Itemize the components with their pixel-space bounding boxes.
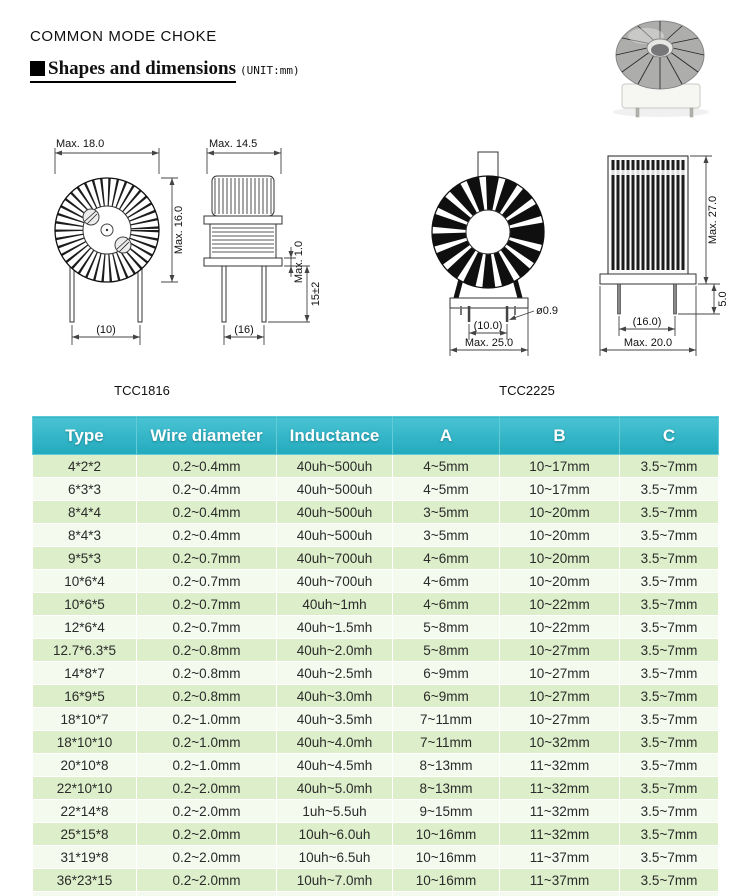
table-cell: 0.2~1.0mm	[137, 754, 277, 777]
table-cell: 0.2~0.8mm	[137, 639, 277, 662]
table-cell: 10*6*5	[33, 593, 137, 616]
dimension-label: (10.0)	[473, 320, 503, 332]
table-row	[33, 616, 719, 639]
table-row	[33, 662, 719, 685]
table-cell: 8~13mm	[393, 754, 500, 777]
table-cell: 25*15*8	[33, 823, 137, 846]
dimension-label: Max. 18.0	[56, 138, 105, 150]
table-cell: 10~27mm	[500, 639, 620, 662]
table-cell: 11~32mm	[500, 800, 620, 823]
dimension-label: Max. 25.0	[464, 337, 514, 349]
table-cell	[393, 892, 500, 896]
table-cell: 0.2~0.8mm	[137, 685, 277, 708]
table-cell: 3.5~7mm	[620, 800, 719, 823]
table-cell: 0.2~2.0mm	[137, 777, 277, 800]
table-cell: 40uh~1mh	[277, 593, 393, 616]
table-row	[33, 547, 719, 570]
table-cell: 40uh~700uh	[277, 570, 393, 593]
col-header-inductance: Inductance	[277, 417, 393, 455]
table-row	[33, 846, 719, 869]
table-cell: 40uh~4.5mh	[277, 754, 393, 777]
table-cell: 8*4*4	[33, 501, 137, 524]
table-cell: 0.2~0.7mm	[137, 547, 277, 570]
table-cell: 12*6*4	[33, 616, 137, 639]
table-cell: 3.5~7mm	[620, 685, 719, 708]
spec-table	[32, 416, 719, 896]
table-cell: 40uh~3.0mh	[277, 685, 393, 708]
table-cell: 10~22mm	[500, 616, 620, 639]
table-cell: 11~32mm	[500, 754, 620, 777]
dimension-label: Max. 14.5	[209, 138, 258, 150]
table-cell: 10uh~7.0mh	[277, 869, 393, 892]
dimension-label: ø0.9	[536, 305, 559, 317]
part-label-tcc1816: TCC1816	[114, 383, 170, 398]
table-row	[33, 800, 719, 823]
table-cell: 4~6mm	[393, 570, 500, 593]
table-cell: 40uh~700uh	[277, 547, 393, 570]
dimension-label: (16)	[234, 324, 254, 336]
table-cell: 20*10*8	[33, 754, 137, 777]
table-cell: 10~16mm	[393, 823, 500, 846]
table-cell: 10*6*4	[33, 570, 137, 593]
table-cell: 40uh~1.5mh	[277, 616, 393, 639]
section-heading-text: Shapes and dimensions	[48, 58, 236, 79]
table-cell	[277, 892, 393, 896]
table-cell: 40uh~3.5mh	[277, 708, 393, 731]
table-cell	[137, 892, 277, 896]
table-cell: 10~27mm	[500, 685, 620, 708]
table-cell: 36*23*15	[33, 869, 137, 892]
table-row	[33, 501, 719, 524]
dimension-label: (10)	[96, 324, 116, 336]
table-row	[33, 777, 719, 800]
table-cell: 40uh~2.0mh	[277, 639, 393, 662]
table-row	[33, 593, 719, 616]
table-cell: 8~13mm	[393, 777, 500, 800]
table-row	[33, 570, 719, 593]
table-cell: 10~16mm	[393, 869, 500, 892]
table-cell: 10~20mm	[500, 547, 620, 570]
table-cell: 3.5~7mm	[620, 524, 719, 547]
table-cell: 3.5~7mm	[620, 754, 719, 777]
table-cell: 40uh~500uh	[277, 524, 393, 547]
table-cell: 3.5~7mm	[620, 846, 719, 869]
tcc1816-side-view	[204, 138, 322, 345]
table-cell: 5~8mm	[393, 616, 500, 639]
table-cell: 4~5mm	[393, 478, 500, 501]
table-row	[33, 455, 719, 478]
table-cell: 3.5~7mm	[620, 593, 719, 616]
table-cell: 3.5~7mm	[620, 777, 719, 800]
table-row	[33, 708, 719, 731]
table-cell: 40uh~500uh	[277, 455, 393, 478]
tcc1816-front-view	[55, 138, 185, 345]
dimension-label: 5.0	[717, 291, 729, 307]
dimension-label: 15±2	[310, 281, 322, 307]
table-row	[33, 869, 719, 892]
table-cell: 11~37mm	[500, 846, 620, 869]
table-cell: 9~15mm	[393, 800, 500, 823]
table-cell: 31*19*8	[33, 846, 137, 869]
table-cell: 0.2~0.7mm	[137, 570, 277, 593]
table-cell: 7~11mm	[393, 731, 500, 754]
table-cell: 3.5~7mm	[620, 869, 719, 892]
table-cell: 3.5~7mm	[620, 708, 719, 731]
table-cell: 6*3*3	[33, 478, 137, 501]
col-header-a: A	[393, 417, 500, 455]
table-cell: 0.2~0.7mm	[137, 593, 277, 616]
table-cell: 8*4*3	[33, 524, 137, 547]
table-cell: 4*2*2	[33, 455, 137, 478]
table-cell: 3.5~7mm	[620, 639, 719, 662]
table-cell: 10~20mm	[500, 570, 620, 593]
technical-drawings	[0, 0, 750, 410]
table-row	[33, 731, 719, 754]
table-row	[33, 892, 719, 896]
table-cell: 0.2~0.4mm	[137, 455, 277, 478]
table-cell: 0.2~0.4mm	[137, 478, 277, 501]
table-cell: 1uh~5.5uh	[277, 800, 393, 823]
table-cell: 40uh~2.5mh	[277, 662, 393, 685]
table-cell: 0.2~2.0mm	[137, 823, 277, 846]
table-cell: 3.5~7mm	[620, 731, 719, 754]
table-cell: 18*10*7	[33, 708, 137, 731]
table-cell: 16*9*5	[33, 685, 137, 708]
table-cell: 0.2~0.4mm	[137, 524, 277, 547]
table-cell: 0.2~2.0mm	[137, 846, 277, 869]
table-cell: 3.5~7mm	[620, 455, 719, 478]
tcc2225-side-view	[600, 156, 729, 356]
table-cell: 3~5mm	[393, 501, 500, 524]
table-cell: 3.5~7mm	[620, 501, 719, 524]
col-header-type: Type	[33, 417, 137, 455]
table-row	[33, 754, 719, 777]
table-cell: 10~16mm	[393, 846, 500, 869]
table-cell: 14*8*7	[33, 662, 137, 685]
table-cell: 4~6mm	[393, 547, 500, 570]
table-row	[33, 524, 719, 547]
table-cell: 3~5mm	[393, 524, 500, 547]
part-label-tcc2225: TCC2225	[499, 383, 555, 398]
table-cell: 3.5~7mm	[620, 662, 719, 685]
table-cell: 18*10*10	[33, 731, 137, 754]
dimension-label: Max. 1.0	[293, 240, 305, 284]
table-cell: 22*14*8	[33, 800, 137, 823]
table-cell: 10~17mm	[500, 478, 620, 501]
table-cell: 4~6mm	[393, 593, 500, 616]
table-cell: 3.5~7mm	[620, 547, 719, 570]
table-header-row	[33, 417, 719, 455]
table-cell: 0.2~1.0mm	[137, 731, 277, 754]
col-header-wire-diameter: Wire diameter	[137, 417, 277, 455]
table-cell: 10~20mm	[500, 524, 620, 547]
table-cell: 6~9mm	[393, 685, 500, 708]
page-title: COMMON MODE CHOKE	[30, 28, 217, 45]
table-cell: 22*10*10	[33, 777, 137, 800]
table-cell: 0.2~1.0mm	[137, 708, 277, 731]
table-cell: 3.5~7mm	[620, 478, 719, 501]
table-cell: 10~22mm	[500, 593, 620, 616]
table-cell: 3.5~7mm	[620, 616, 719, 639]
table-cell: 4~5mm	[393, 455, 500, 478]
table-row	[33, 639, 719, 662]
table-cell: 10uh~6.0uh	[277, 823, 393, 846]
table-cell: 0.2~0.4mm	[137, 501, 277, 524]
table-cell	[33, 892, 137, 896]
table-cell: 10~32mm	[500, 731, 620, 754]
col-header-b: B	[500, 417, 620, 455]
table-row	[33, 478, 719, 501]
table-cell: 40uh~500uh	[277, 478, 393, 501]
table-cell: 0.2~2.0mm	[137, 800, 277, 823]
table-cell: 3.5~7mm	[620, 570, 719, 593]
table-cell: 10~20mm	[500, 501, 620, 524]
table-cell: 10~27mm	[500, 708, 620, 731]
dimension-label: Max. 20.0	[623, 337, 673, 349]
table-cell: 11~37mm	[500, 869, 620, 892]
table-cell	[620, 892, 719, 896]
table-cell: 9*5*3	[33, 547, 137, 570]
table-cell: 40uh~500uh	[277, 501, 393, 524]
table-cell: 6~9mm	[393, 662, 500, 685]
table-cell: 11~32mm	[500, 823, 620, 846]
unit-note: (UNIT:mm)	[239, 64, 300, 77]
table-cell	[500, 892, 620, 896]
table-cell: 7~11mm	[393, 708, 500, 731]
table-cell: 10~27mm	[500, 662, 620, 685]
product-photo	[613, 21, 709, 117]
table-row	[33, 823, 719, 846]
dimension-label: (16.0)	[632, 316, 662, 328]
table-cell: 5~8mm	[393, 639, 500, 662]
table-cell: 10uh~6.5uh	[277, 846, 393, 869]
table-cell: 40uh~4.0mh	[277, 731, 393, 754]
tcc2225-front-view	[432, 152, 558, 356]
dimension-label: Max. 16.0	[173, 205, 185, 255]
table-cell: 0.2~0.8mm	[137, 662, 277, 685]
table-cell: 0.2~0.7mm	[137, 616, 277, 639]
table-cell: 3.5~7mm	[620, 823, 719, 846]
table-cell: 0.2~2.0mm	[137, 869, 277, 892]
table-cell: 12.7*6.3*5	[33, 639, 137, 662]
table-cell: 40uh~5.0mh	[277, 777, 393, 800]
table-cell: 11~32mm	[500, 777, 620, 800]
choke-table-body	[33, 455, 719, 896]
col-header-c: C	[620, 417, 719, 455]
dimension-label: Max. 27.0	[707, 195, 719, 245]
table-cell: 10~17mm	[500, 455, 620, 478]
table-row	[33, 685, 719, 708]
